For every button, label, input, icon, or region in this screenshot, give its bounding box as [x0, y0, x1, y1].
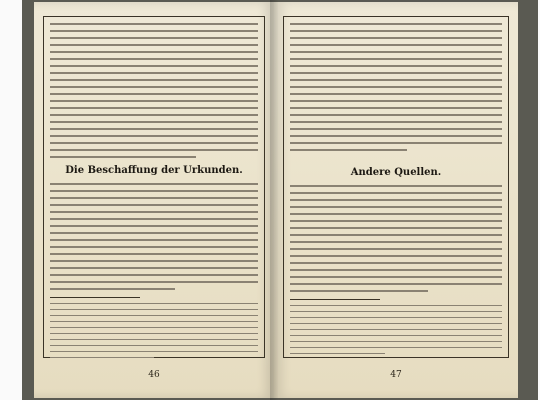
right-footnotes	[290, 305, 502, 359]
left-text-block-2	[50, 183, 258, 295]
left-page	[34, 2, 274, 398]
section-heading: Die Beschaffung der Urkunden.	[65, 165, 243, 176]
left-page-frame	[43, 16, 265, 358]
right-page-frame	[283, 16, 509, 358]
page-number: 47	[390, 370, 402, 380]
book-gutter	[270, 0, 278, 400]
right-text-block-2	[290, 185, 502, 297]
left-footnotes	[50, 303, 258, 363]
footnote-rule	[290, 299, 380, 300]
section-heading: Andere Quellen.	[350, 167, 442, 178]
page-number: 46	[148, 370, 160, 380]
footnote-rule	[50, 297, 140, 298]
right-text-block-1	[290, 23, 502, 156]
right-page	[274, 2, 518, 398]
left-text-block-1	[50, 23, 258, 163]
